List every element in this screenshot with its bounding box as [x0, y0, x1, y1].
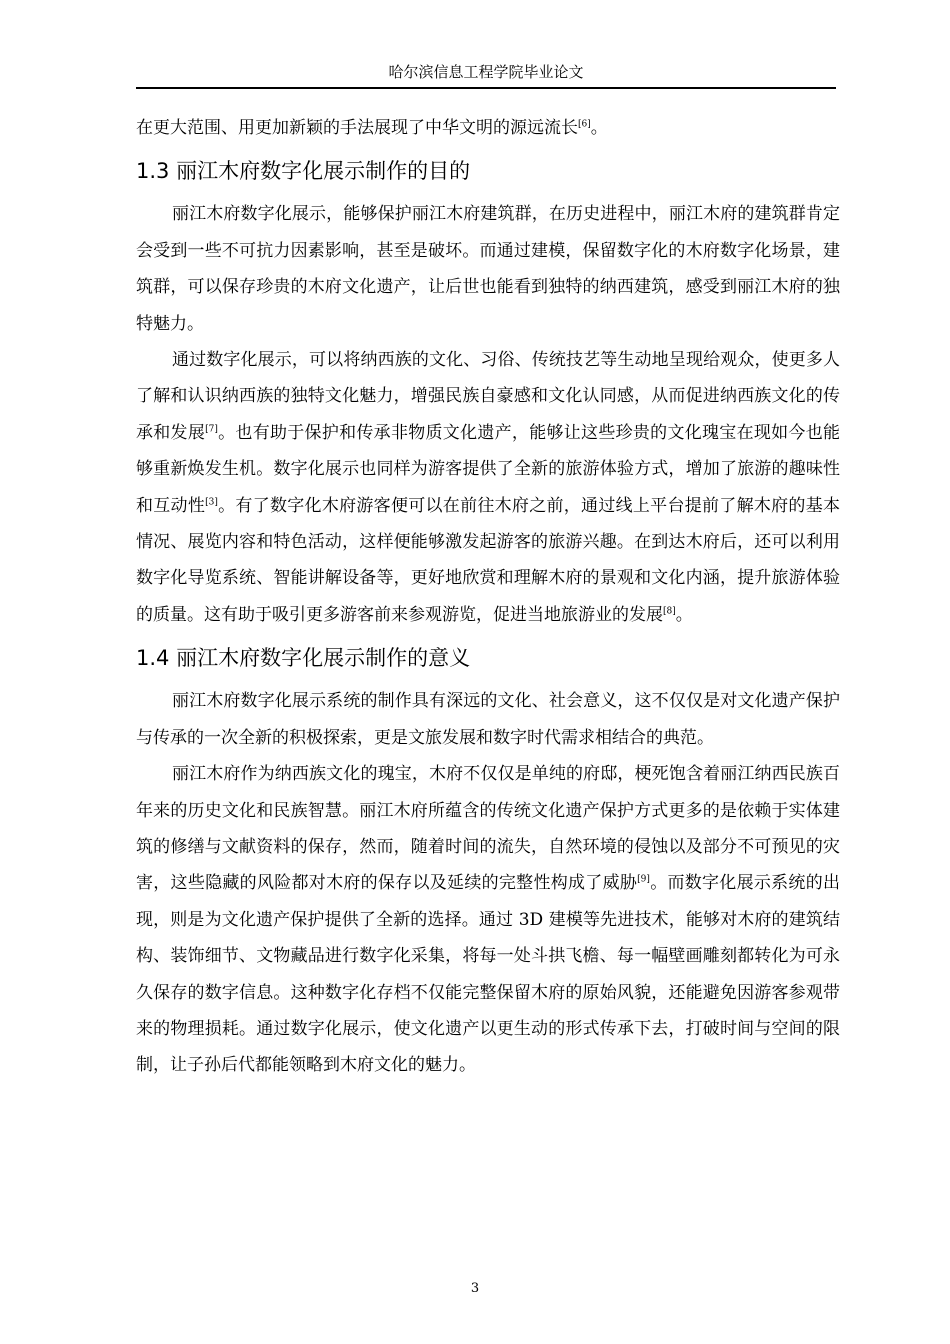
section-heading-1-4: 1.4 丽江木府数字化展示制作的意义: [136, 646, 471, 671]
paragraph-continued: 在更大范围、用更加新颖的手法展现了中华文明的源远流长[6]。: [136, 118, 608, 138]
paragraph: 通过数字化展示，可以将纳西族的文化、习俗、传统技艺等生动地呈现给观众，使更多人了解和认识纳西族的独特文化魅力，增强民族自豪感和文化认同感，从而促进纳西族文化的传承和发展[7]。也有助于保护和传承非物质文化遗产，能够让这些珍贵的文化瑰宝在现如今也能够重新焕发生机。数字化展示也同样为游客提供了全新的旅游体验方式，增加了旅游的趣味性和互动性[3]。有了数字化木府游客便可以在前往木府之前，通过线上平台提前了解木府的基本情况、展览内容和特色活动，这样便能够激发起游客的旅游兴趣。在到达木府后，还可以利用数字化导览系统、智能讲解设备等，更好地欣赏和理解木府的景观和文化内涵，提升旅游体验的质量。这有助于吸引更多游客前来参观游览，促进当地旅游业的发展[8]。: [136, 350, 840, 625]
page-body: [136, 110, 840, 1084]
citation: [9]: [637, 874, 650, 885]
header-rule: [136, 87, 836, 89]
citation: [7]: [205, 424, 218, 435]
citation: [3]: [205, 497, 218, 507]
paragraph: 丽江木府数字化展示系统的制作具有深远的文化、社会意义，这不仅仅是对文化遗产保护与传承的一次全新的积极探索，更是文旅发展和数字时代需求相结合的典范。: [136, 691, 840, 748]
page-number: 3: [470, 1281, 480, 1296]
paragraph: 丽江木府作为纳西族文化的瑰宝，木府不仅仅是单纯的府邸，梗死饱含着丽江纳西民族百年来的历史文化和民族智慧。丽江木府所蕴含的传统文化遗产保护方式更多的是依赖于实体建筑的修缮与文献资料的保存，然而，随着时间的流失，自然环境的侵蚀以及部分不可预见的灾害，这些隐藏的风险都对木府的保存以及延续的完整性构成了威胁[9]。而数字化展示系统的出现，则是为文化遗产保护提供了全新的选择。通过 3D 建模等先进技术，能够对木府的建筑结构、装饰细节、文物藏品进行数字化采集，将每一处斗拱飞檐、每一幅壁画雕刻都转化为可永久保存的数字信息。这种数字化存档不仅能完整保留木府的原始风貌，还能避免因游客参观带来的物理损耗。通过数字化展示，使文化遗产以更生动的形式传承下去，打破时间与空间的限制，让子孙后代都能领略到木府文化的魅力。: [136, 764, 840, 1076]
running-header: 哈尔滨信息工程学院毕业论文: [388, 63, 584, 81]
citation: [8]: [663, 606, 676, 617]
paragraph: 丽江木府数字化展示，能够保护丽江木府建筑群，在历史进程中，丽江木府的建筑群肯定会受到一些不可抗力因素影响，甚至是破坏。而通过建模，保留数字化的木府数字化场景，建筑群，可以保存珍贵的木府文化遗产，让后世也能看到独特的纳西建筑，感受到丽江木府的独特魅力。: [136, 204, 840, 334]
citation: [6]: [578, 119, 591, 130]
section-heading-1-3: 1.3 丽江木府数字化展示制作的目的: [136, 159, 471, 184]
